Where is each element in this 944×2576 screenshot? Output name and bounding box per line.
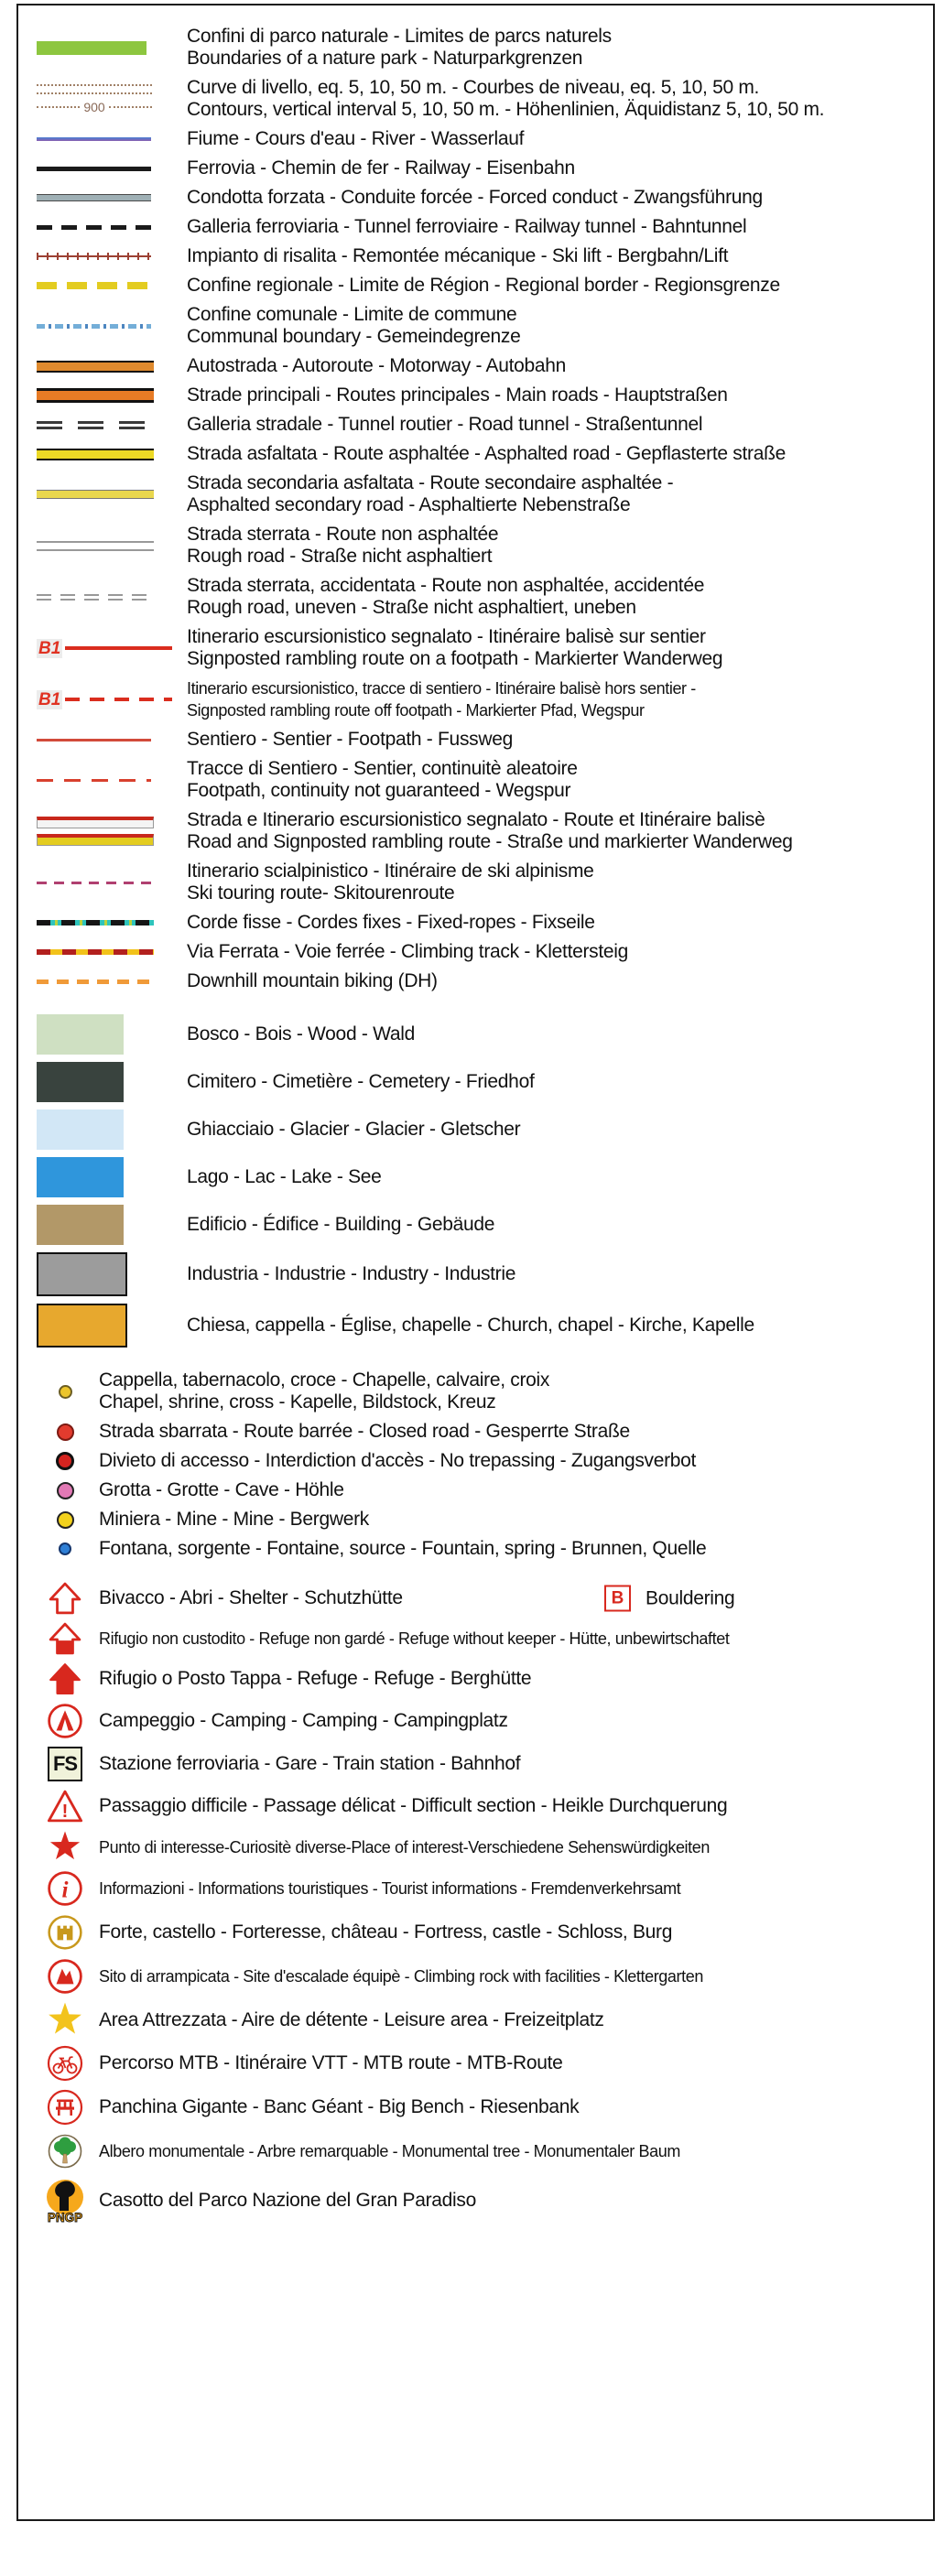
rough-road-uneven-symbol xyxy=(37,591,172,603)
legend-row-wood-area xyxy=(37,1014,928,1055)
b1-route-label: B1 xyxy=(38,689,61,709)
difficult-section-symbol xyxy=(44,1789,86,1824)
fs-label: FS xyxy=(52,1752,78,1775)
legend-label: Ski touring route- Skitourenroute xyxy=(187,882,455,904)
communal-boundary-symbol xyxy=(37,324,172,329)
legend-label: Chiesa, cappella - Église, chapelle - Church, chapel - Kirche, Kapelle xyxy=(187,1315,754,1336)
no-trespassing-dot-symbol xyxy=(44,1452,86,1470)
legend-label: Itinerario scialpinistico - Itinéraire de ski alpinisme xyxy=(187,860,594,882)
legend-label: Itinerario escursionistico segnalato - Itinéraire balisè sur sentier xyxy=(187,626,706,647)
legend-row-fortress xyxy=(37,1914,928,1951)
legend-label: Albero monumentale - Arbre remarquable - Monumental tree - Monumentaler Baum xyxy=(99,2142,680,2160)
legend-label: Edificio - Édifice - Building - Gebäude xyxy=(187,1214,495,1235)
legend-label: Bosco - Bois - Wood - Wald xyxy=(187,1023,415,1044)
via-ferrata-icon xyxy=(37,949,154,955)
shelter-icon xyxy=(49,1582,81,1615)
lake-area-icon xyxy=(37,1157,124,1197)
rough-road-icon xyxy=(37,541,154,551)
legend-label: Campeggio - Camping - Camping - Campingplatz xyxy=(99,1710,508,1731)
refuge-unattended-icon xyxy=(49,1622,81,1655)
glacier-area-icon xyxy=(37,1109,124,1150)
legend-label: Casotto del Parco Nazione del Gran Paradiso xyxy=(99,2190,477,2211)
legend-row-footpath xyxy=(37,729,928,751)
communal-boundary-icon xyxy=(37,324,151,329)
legend-label: Signposted rambling route off footpath - Markierter Pfad, Wegspur xyxy=(187,701,645,720)
legend-label: Curve di livello, eq. 5, 10, 50 m. - Courbes de niveau, eq. 5, 10, 50 m. xyxy=(187,77,760,98)
refuge-symbol xyxy=(44,1662,86,1695)
legend-row-road-tunnel xyxy=(37,414,928,436)
legend-row-big-bench xyxy=(37,2089,928,2126)
cave-icon xyxy=(57,1482,74,1499)
legend-row-industry-area xyxy=(37,1252,928,1296)
church-area-symbol xyxy=(37,1304,172,1348)
ski-lift-symbol xyxy=(37,253,172,260)
legend-label: Strada sterrata, accidentata - Route non asphaltée, accidentée xyxy=(187,575,705,596)
legend-row-downhill-mtb xyxy=(37,970,928,992)
pngp-logo-icon xyxy=(44,2177,86,2224)
legend-label: Tracce di Sentiero - Sentier, continuitè aleatoire xyxy=(187,758,578,779)
building-area-symbol xyxy=(37,1205,172,1245)
legend-label: Passaggio difficile - Passage délicat - Difficult section - Heikle Durchquerung xyxy=(99,1795,728,1816)
legend-label: Ferrovia - Chemin de fer - Railway - Eisenbahn xyxy=(187,157,575,179)
legend-row-motorway xyxy=(37,355,928,377)
legend-row-camping xyxy=(37,1703,928,1739)
railway-tunnel-icon xyxy=(37,225,156,230)
signposted-route-symbol xyxy=(37,639,172,658)
legend-row-difficult-section xyxy=(37,1789,928,1824)
legend-row-cemetery-area xyxy=(37,1062,928,1102)
leisure-area-icon xyxy=(47,2002,83,2038)
big-bench-icon xyxy=(47,2089,83,2126)
contour-elevation-label: 900 xyxy=(83,100,105,114)
building-area-icon xyxy=(37,1205,124,1245)
legend-row-main-road xyxy=(37,384,928,406)
motorway-symbol xyxy=(37,361,172,373)
legend-label: Lago - Lac - Lake - See xyxy=(187,1166,382,1187)
main-road-icon xyxy=(37,388,154,403)
legend-row-point-of-interest xyxy=(37,1831,928,1863)
legend-row-contours xyxy=(37,77,928,121)
legend-label: Signposted rambling route on a footpath - Markierter Wanderweg xyxy=(187,648,723,669)
legend-label: Strada sterrata - Route non asphaltée xyxy=(187,524,499,545)
legend-label: Impianto di risalita - Remontée mécanique - Ski lift - Bergbahn/Lift xyxy=(187,245,729,266)
legend-label: Autostrada - Autoroute - Motorway - Autobahn xyxy=(187,355,567,376)
river-icon xyxy=(37,137,151,141)
legend-row-fixed-ropes xyxy=(37,912,928,934)
camping-symbol xyxy=(44,1703,86,1739)
legend-row-train-station xyxy=(37,1747,928,1781)
legend-label: Fiume - Cours d'eau - River - Wasserlauf xyxy=(187,128,525,149)
legend-label: Fontana, sorgente - Fontaine, source - Fountain, spring - Brunnen, Quelle xyxy=(99,1538,707,1559)
closed-road-dot-symbol xyxy=(44,1423,86,1441)
legend-label: Strada secondaria asfaltata - Route secondaire asphaltée - xyxy=(187,472,674,493)
legend-row-park-boundary xyxy=(37,26,928,70)
park-boundary-symbol xyxy=(37,41,172,55)
legend-label: Asphalted secondary road - Asphaltierte Nebenstraße xyxy=(187,494,631,515)
mine-dot-symbol xyxy=(44,1511,86,1529)
closed-road-icon xyxy=(57,1423,74,1441)
lake-area-symbol xyxy=(37,1157,172,1197)
refuge-icon xyxy=(49,1662,81,1695)
train-station-symbol xyxy=(44,1747,86,1781)
legend-row-leisure-area xyxy=(37,2002,928,2038)
legend-row-penstock xyxy=(37,187,928,209)
legend-label: Ghiacciaio - Glacier - Glacier - Gletscher xyxy=(187,1119,521,1140)
map-legend xyxy=(16,4,935,2521)
railway-icon xyxy=(37,167,151,171)
ski-lift-icon xyxy=(37,253,151,260)
legend-row-rough-road-uneven xyxy=(37,575,928,619)
via-ferrata-symbol xyxy=(37,949,172,955)
legend-label: Footpath, continuity not guaranteed - Wegspur xyxy=(187,780,571,801)
legend-row-cave-dot xyxy=(37,1479,928,1501)
asphalted-road-symbol xyxy=(37,449,172,460)
legend-label: Strada e Itinerario escursionistico segnalato - Route et Itinéraire balisè xyxy=(187,809,765,830)
legend-label: Confine regionale - Limite de Région - Regional border - Regionsgrenze xyxy=(187,275,780,296)
motorway-icon xyxy=(37,361,154,373)
legend-row-mine-dot xyxy=(37,1509,928,1531)
penstock-symbol xyxy=(37,194,172,201)
information-symbol xyxy=(44,1870,86,1907)
legend-label: Strada asfaltata - Route asphaltée - Asphalted road - Gepflasterte straße xyxy=(187,443,786,464)
mtb-route-icon xyxy=(47,2045,83,2082)
footpath-symbol xyxy=(37,739,172,741)
fortress-symbol xyxy=(44,1914,86,1951)
legend-label: Downhill mountain biking (DH) xyxy=(187,970,438,991)
legend-label: Percorso MTB - Itinéraire VTT - MTB route - MTB-Route xyxy=(99,2052,563,2073)
legend-label: Galleria ferroviaria - Tunnel ferroviaire - Railway tunnel - Bahntunnel xyxy=(187,216,747,237)
climbing-site-symbol xyxy=(44,1958,86,1995)
b1-route-label: B1 xyxy=(38,638,61,658)
difficult-section-icon xyxy=(47,1789,83,1824)
legend-label: Forte, castello - Forteresse, château - Fortress, castle - Schloss, Burg xyxy=(99,1921,673,1943)
legend-label: Confini di parco naturale - Limites de parcs naturels xyxy=(187,26,612,47)
legend-label: Rifugio o Posto Tappa - Refuge - Refuge - Berghütte xyxy=(99,1668,532,1689)
legend-label: Divieto di accesso - Interdiction d'accès - No trepassing - Zugangsverbot xyxy=(99,1450,697,1471)
fountain-dot-symbol xyxy=(44,1542,86,1555)
bouldering-mark: B xyxy=(611,1588,624,1607)
ski-touring-symbol xyxy=(37,882,172,884)
cemetery-area-icon xyxy=(37,1062,124,1102)
contour-lines-icon xyxy=(37,84,152,114)
legend-row-church-area xyxy=(37,1304,928,1348)
legend-row-glacier-area xyxy=(37,1109,928,1150)
legend-label: Stazione ferroviaria - Gare - Train station - Bahnhof xyxy=(99,1753,521,1774)
fixed-ropes-icon xyxy=(37,920,154,925)
legend-row-signposted-route-off xyxy=(37,677,928,721)
fixed-ropes-symbol xyxy=(37,920,172,925)
legend-row-ski-touring xyxy=(37,860,928,904)
monumental-tree-icon xyxy=(47,2133,83,2170)
svg-text:!: ! xyxy=(61,1801,69,1822)
legend-label: Informazioni - Informations touristiques - Tourist informations - Fremdenverkehrsamt xyxy=(99,1879,681,1898)
legend-label: Condotta forzata - Conduite forcée - Forced conduct - Zwangsführung xyxy=(187,187,763,208)
legend-label: Confine comunale - Limite de commune xyxy=(187,304,517,325)
svg-text:i: i xyxy=(61,1877,69,1903)
legend-rows xyxy=(37,26,928,2224)
big-bench-symbol xyxy=(44,2089,86,2126)
climbing-site-icon xyxy=(47,1958,83,1995)
legend-row-via-ferrata xyxy=(37,941,928,963)
mtb-route-symbol xyxy=(44,2045,86,2082)
legend-label: Contours, vertical interval 5, 10, 50 m. - Höhenlinien, Äquidistanz 5, 10, 50 m. xyxy=(187,99,825,120)
legend-label: Rough road - Straße nicht asphaltiert xyxy=(187,546,493,567)
legend-row-river xyxy=(37,128,928,150)
cave-dot-symbol xyxy=(44,1482,86,1499)
bouldering-entry xyxy=(604,1586,734,1612)
mine-icon xyxy=(57,1511,74,1529)
legend-row-building-area xyxy=(37,1205,928,1245)
legend-label: Rifugio non custodito - Refuge non gardé - Refuge without keeper - Hütte, unbewirtschaftet xyxy=(99,1629,730,1648)
legend-row-fountain-dot xyxy=(37,1538,928,1560)
contours-symbol xyxy=(37,84,172,114)
legend-row-closed-road-dot xyxy=(37,1421,928,1443)
legend-row-mtb-route xyxy=(37,2045,928,2082)
downhill-mtb-symbol xyxy=(37,980,172,984)
legend-label: Cimitero - Cimetière - Cemetery - Friedhof xyxy=(187,1071,535,1092)
asphalted-road-icon xyxy=(37,449,154,460)
wood-area-icon xyxy=(37,1014,124,1055)
penstock-icon xyxy=(37,194,151,201)
railway-tunnel-symbol xyxy=(37,225,172,230)
legend-row-railway xyxy=(37,157,928,179)
road-and-route-icon xyxy=(37,817,154,846)
legend-row-refuge xyxy=(37,1662,928,1695)
legend-label: Road and Signposted rambling route - Straße und markierter Wanderweg xyxy=(187,831,793,852)
train-station-icon xyxy=(48,1747,82,1781)
legend-label: Strada sbarrata - Route barrée - Closed road - Gesperrte Straße xyxy=(99,1421,630,1442)
legend-row-climbing-site xyxy=(37,1958,928,1995)
road-tunnel-symbol xyxy=(37,418,172,432)
legend-row-chapel-dot xyxy=(37,1369,928,1413)
legend-label: Grotta - Grotte - Cave - Höhle xyxy=(99,1479,344,1500)
railway-symbol xyxy=(37,167,172,171)
legend-label: Rough road, uneven - Straße nicht asphaltiert, uneben xyxy=(187,597,636,618)
information-icon xyxy=(47,1870,83,1907)
rough-road-symbol xyxy=(37,541,172,551)
cemetery-area-symbol xyxy=(37,1062,172,1102)
legend-label: Via Ferrata - Voie ferrée - Climbing track - Klettersteig xyxy=(187,941,629,962)
refuge-unattended-symbol xyxy=(44,1622,86,1655)
svg-text:PNGP: PNGP xyxy=(47,2211,83,2224)
legend-row-rough-road xyxy=(37,524,928,568)
legend-label: Boundaries of a nature park - Naturparkgrenzen xyxy=(187,48,583,69)
legend-label: Sito di arrampicata - Site d'escalade équipè - Climbing rock with facilities - Klettergarten xyxy=(99,1967,703,1986)
industry-area-symbol xyxy=(37,1252,172,1296)
legend-label: Bivacco - Abri - Shelter - Schutzhütte xyxy=(99,1587,403,1608)
legend-row-monumental-tree xyxy=(37,2133,928,2170)
signposted-route-icon xyxy=(65,646,172,650)
legend-row-asphalted-road xyxy=(37,443,928,465)
point-of-interest-symbol xyxy=(44,1831,86,1863)
legend-row-information xyxy=(37,1870,928,1907)
shelter-symbol xyxy=(44,1582,86,1615)
wood-area-symbol xyxy=(37,1014,172,1055)
fountain-icon xyxy=(59,1542,71,1555)
legend-row-lake-area xyxy=(37,1157,928,1197)
monumental-tree-symbol xyxy=(44,2133,86,2170)
legend-row-railway-tunnel xyxy=(37,216,928,238)
pngp-hut-symbol xyxy=(44,2177,86,2224)
fortress-icon xyxy=(47,1914,83,1951)
industry-area-icon xyxy=(37,1252,127,1296)
legend-label: Panchina Gigante - Banc Géant - Big Bench - Riesenbank xyxy=(99,2096,580,2117)
legend-label: Chapel, shrine, cross - Kapelle, Bildstock, Kreuz xyxy=(99,1391,496,1412)
bouldering-icon xyxy=(604,1586,631,1612)
camping-icon xyxy=(47,1703,83,1739)
signposted-route-off-icon xyxy=(65,698,172,701)
legend-label: Corde fisse - Cordes fixes - Fixed-ropes - Fixseile xyxy=(187,912,595,933)
footpath-traces-symbol xyxy=(37,779,172,782)
legend-label: Itinerario escursionistico, tracce di sentiero - Itinéraire balisè hors sentier - xyxy=(187,679,696,698)
legend-label: Miniera - Mine - Mine - Bergwerk xyxy=(99,1509,369,1530)
park-boundary-icon xyxy=(37,41,146,55)
regional-border-icon xyxy=(37,282,154,289)
legend-label: Strade principali - Routes principales - Main roads - Hauptstraßen xyxy=(187,384,728,406)
regional-border-symbol xyxy=(37,282,172,289)
church-area-icon xyxy=(37,1304,127,1348)
legend-label: Communal boundary - Gemeindegrenze xyxy=(187,326,521,347)
secondary-road-symbol xyxy=(37,490,172,499)
legend-row-footpath-traces xyxy=(37,758,928,802)
legend-row-road-and-route xyxy=(37,809,928,853)
road-and-route-symbol xyxy=(37,817,172,846)
footpath-icon xyxy=(37,739,151,741)
bouldering-label: Bouldering xyxy=(646,1587,735,1608)
glacier-area-symbol xyxy=(37,1109,172,1150)
rough-road-uneven-icon xyxy=(37,591,154,603)
main-road-symbol xyxy=(37,388,172,403)
legend-label: Sentiero - Sentier - Footpath - Fussweg xyxy=(187,729,513,750)
ski-touring-icon xyxy=(37,882,151,884)
no-trespassing-icon xyxy=(56,1452,74,1470)
legend-row-shelter xyxy=(37,1582,928,1615)
legend-label: Galleria stradale - Tunnel routier - Road tunnel - Straßentunnel xyxy=(187,414,703,435)
chapel-dot-symbol xyxy=(44,1385,86,1399)
legend-label: Cappella, tabernacolo, croce - Chapelle, calvaire, croix xyxy=(99,1369,550,1391)
legend-row-ski-lift xyxy=(37,245,928,267)
signposted-route-off-symbol xyxy=(37,690,172,709)
legend-label: Industria - Industrie - Industry - Industrie xyxy=(187,1263,516,1284)
legend-row-regional-border xyxy=(37,275,928,297)
footpath-traces-icon xyxy=(37,779,151,782)
legend-row-refuge-unattended xyxy=(37,1622,928,1655)
leisure-area-symbol xyxy=(44,2002,86,2038)
legend-row-secondary-road xyxy=(37,472,928,516)
legend-label: Area Attrezzata - Aire de détente - Leisure area - Freizeitplatz xyxy=(99,2008,604,2030)
legend-row-communal-boundary xyxy=(37,304,928,348)
legend-row-pngp-hut xyxy=(37,2177,928,2224)
point-of-interest-icon xyxy=(49,1831,81,1863)
legend-row-signposted-route xyxy=(37,626,928,670)
chapel-dot-icon xyxy=(59,1385,72,1399)
river-symbol xyxy=(37,137,172,141)
road-tunnel-icon xyxy=(37,418,156,432)
legend-row-no-trespassing-dot xyxy=(37,1450,928,1472)
secondary-road-icon xyxy=(37,490,154,499)
downhill-mtb-icon xyxy=(37,980,154,984)
legend-label: Punto di interesse-Curiositè diverse-Place of interest-Verschiedene Sehenswürdigkeiten xyxy=(99,1837,710,1856)
